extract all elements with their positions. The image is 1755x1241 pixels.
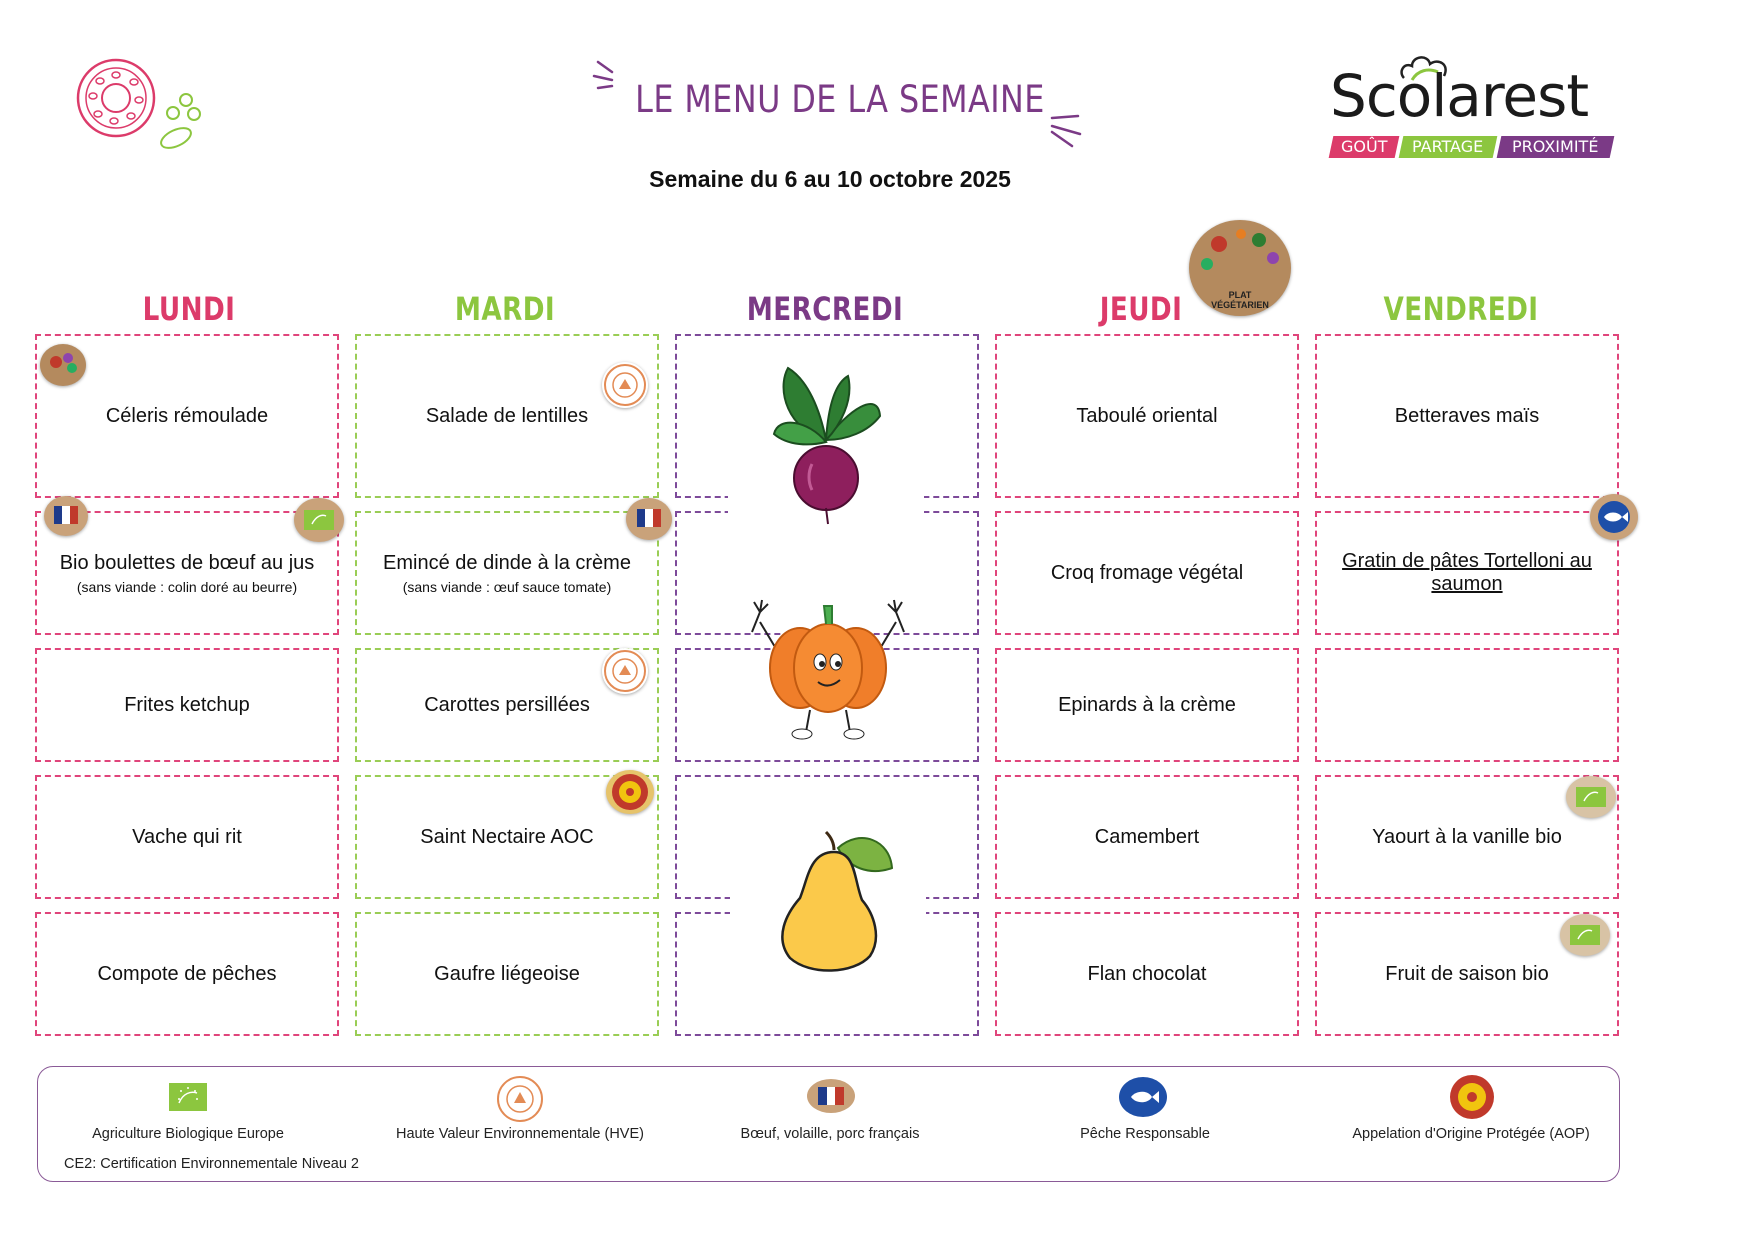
jeudi-fromage: Camembert — [995, 775, 1299, 899]
day-header-vendredi: VENDREDI — [1383, 290, 1539, 328]
legend-bio-label: Agriculture Biologique Europe — [92, 1126, 284, 1142]
vendredi-dessert-bio-icon — [1560, 914, 1610, 956]
legend-viande-label: Bœuf, volaille, porc français — [740, 1126, 920, 1142]
brand-tag-proximite: PROXIMITÉ — [1497, 136, 1615, 158]
eu-organic-leaf-icon — [169, 1083, 207, 1111]
day-header-lundi: LUNDI — [142, 290, 236, 328]
lundi-garniture: Frites ketchup — [35, 648, 339, 762]
jeudi-entree: Taboulé oriental — [995, 334, 1299, 498]
beetroot-illustration — [728, 360, 924, 528]
french-meat-label-icon — [806, 1078, 856, 1114]
legend-peche-label: Pêche Responsable — [1080, 1126, 1210, 1142]
lundi-plat-viande-icon — [44, 496, 88, 536]
lundi-entree-ce2-icon — [40, 344, 86, 386]
vendredi-fromage-bio-icon — [1566, 776, 1616, 818]
decorative-plate-logo — [76, 58, 211, 154]
plat-vegetarien-label: PLAT VÉGÉTARIEN — [1211, 290, 1269, 310]
brand-tag-gout: GOÛT — [1329, 136, 1400, 158]
lundi-plat-bio-icon — [294, 498, 344, 542]
vendredi-dessert: Fruit de saison bio — [1315, 912, 1619, 1036]
vendredi-fromage: Yaourt à la vanille bio — [1315, 775, 1619, 899]
title-sparkle-right-icon — [1048, 110, 1088, 150]
mardi-dessert: Gaufre liégeoise — [355, 912, 659, 1036]
legend-aop-label: Appelation d'Origine Protégée (AOP) — [1352, 1126, 1590, 1142]
day-header-jeudi: JEUDI — [1099, 290, 1183, 328]
mardi-entree-hve-icon — [602, 362, 648, 408]
peche-responsable-fish-icon — [1118, 1076, 1168, 1118]
aop-seal-icon — [1448, 1074, 1496, 1120]
legend-hve-label: Haute Valeur Environnementale (HVE) — [396, 1126, 644, 1142]
week-subtitle: Semaine du 6 au 10 octobre 2025 — [649, 166, 1011, 192]
jeudi-plat: Croq fromage végétal — [995, 511, 1299, 635]
vendredi-garniture — [1315, 648, 1619, 762]
jeudi-dessert: Flan chocolat — [995, 912, 1299, 1036]
day-header-mercredi: MERCREDI — [746, 290, 904, 328]
jeudi-garniture: Epinards à la crème — [995, 648, 1299, 762]
legend-ce2-note: CE2: Certification Environnementale Niveau 2 — [64, 1156, 359, 1172]
mardi-plat-viande-icon — [626, 498, 672, 540]
pear-illustration — [730, 818, 926, 974]
mardi-fromage: Saint Nectaire AOC — [355, 775, 659, 899]
mardi-plat: Emincé de dinde à la crème (sans viande : œuf sauce tomate) — [355, 511, 659, 635]
lundi-entree: Céleris rémoulade — [35, 334, 339, 498]
vendredi-plat: Gratin de pâtes Tortelloni au saumon — [1315, 511, 1619, 635]
brand-tag-partage: PARTAGE — [1399, 136, 1498, 158]
vendredi-entree: Betteraves maïs — [1315, 334, 1619, 498]
mardi-garniture-hve-icon — [602, 648, 648, 694]
hve-seal-icon — [495, 1075, 545, 1123]
plat-vegetarien-badge — [1189, 220, 1291, 316]
mardi-entree: Salade de lentilles — [355, 334, 659, 498]
title-sparkle-left-icon — [590, 58, 630, 92]
day-header-mardi: MARDI — [454, 290, 556, 328]
lundi-dessert: Compote de pêches — [35, 912, 339, 1036]
mardi-fromage-aop-icon — [606, 770, 654, 814]
brand-logo: Scolarest — [1330, 62, 1589, 130]
vendredi-plat-peche-icon — [1590, 494, 1638, 540]
lundi-plat: Bio boulettes de bœuf au jus (sans viande : colin doré au beurre) — [35, 511, 339, 635]
pumpkin-illustration — [740, 592, 916, 742]
mardi-garniture: Carottes persillées — [355, 648, 659, 762]
lundi-fromage: Vache qui rit — [35, 775, 339, 899]
page-title: LE MENU DE LA SEMAINE — [635, 78, 1045, 121]
